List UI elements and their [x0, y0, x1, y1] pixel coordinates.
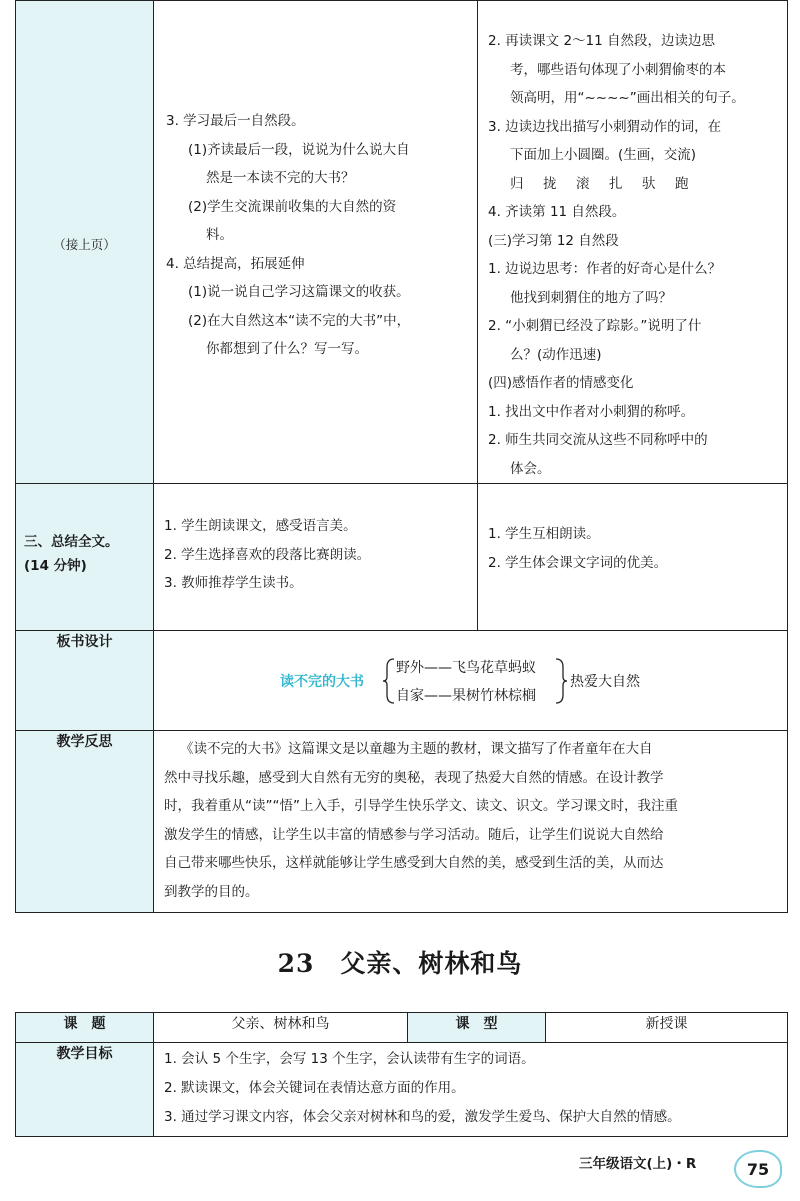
reflection-line: 然中寻找乐趣，感受到大自然有无穷的奥秘，表现了热爱大自然的情感。在设计教学 — [164, 769, 664, 786]
right-line: 考，哪些语句体现了小刺猬偷枣的本 — [510, 61, 726, 78]
board-branch-1: 野外——飞鸟花草蚂蚁 — [396, 660, 536, 676]
board-label-cell — [16, 631, 154, 731]
board-result: 热爱大自然 — [570, 674, 640, 690]
reflection-line: 《读不完的大书》这篇课文是以童趣为主题的教材，课文描写了作者童年在大自 — [180, 741, 653, 757]
type-value-cell — [546, 1013, 788, 1043]
action-word: 滚 — [576, 175, 590, 192]
board-design-cell — [154, 631, 788, 731]
summary-middle-line: 3. 教师推荐学生读书。 — [164, 575, 303, 591]
action-word: 拢 — [543, 175, 557, 192]
board-label: 板书设计 — [56, 634, 113, 650]
continued-label: （接上页） — [53, 237, 116, 252]
lesson-plan-table — [15, 0, 788, 913]
summary-teacher-cell — [154, 484, 478, 631]
goal-line: 2. 默读课文，体会关键词在表情达意方面的作用。 — [164, 1080, 465, 1096]
reflection-line: 激发学生的情感，让学生以丰富的情感参与学习活动。随后，让学生们说说大自然给 — [164, 826, 664, 843]
summary-student-cell — [478, 484, 788, 631]
summary-stage-title: 三、总结全文。 — [24, 534, 119, 550]
left-brace — [382, 657, 396, 705]
right-line: 么？(动作迅速) — [510, 346, 602, 363]
summary-right-line: 2. 学生体会课文字词的优美。 — [488, 554, 668, 571]
type-value: 新授课 — [645, 1016, 688, 1032]
lesson-info-table — [15, 1012, 788, 1137]
middle-line: 3. 学习最后一自然段。 — [166, 113, 305, 129]
reflection-line: 到教学的目的。 — [164, 883, 259, 900]
right-line: 下面加上小圆圈。(生画，交流) — [510, 147, 697, 163]
reflection-cell — [154, 731, 788, 913]
middle-line: (1)说一说自己学习这篇课文的收获。 — [188, 284, 410, 300]
goal-line: 3. 通过学习课文内容，体会父亲对树林和鸟的爱，激发学生爱鸟、保护大自然的情感。 — [164, 1109, 681, 1125]
right-line: 2. “小刺猬已经没了踪影。”说明了什 — [488, 318, 702, 334]
goals-label: 教学目标 — [56, 1046, 113, 1062]
right-line: 1. 找出文中作者对小刺猬的称呼。 — [488, 403, 695, 420]
board-branch-2: 自家——果树竹林棕榈 — [396, 688, 536, 704]
lesson-title: 23 父亲、树林和鸟 — [277, 949, 523, 978]
right-line: 2. 再读课文 2～11 自然段，边读边思 — [488, 33, 716, 49]
right-line: 3. 边读边找出描写小刺猬动作的词，在 — [488, 118, 722, 135]
stage-label-cell — [16, 1, 154, 484]
summary-middle-line: 2. 学生选择喜欢的段落比赛朗读。 — [164, 546, 371, 563]
action-word: 驮 — [642, 175, 656, 192]
action-word: 归 — [510, 175, 524, 192]
reflection-line: 自己带来哪些快乐，这样就能够让学生感受到大自然的美，感受到生活的美，从而达 — [164, 855, 664, 872]
right-line: 体会。 — [510, 460, 551, 477]
right-line: 4. 齐读第 11 自然段。 — [488, 204, 626, 220]
right-line: 1. 边说边思考：作者的好奇心是什么？ — [488, 261, 722, 277]
middle-line: 料。 — [206, 227, 233, 243]
student-activity-cell — [478, 1, 788, 484]
right-line: (四)感悟作者的情感变化 — [488, 375, 634, 391]
action-word: 扎 — [609, 175, 623, 192]
summary-middle-line: 1. 学生朗读课文，感受语言美。 — [164, 518, 357, 534]
page-number: 75 — [746, 1159, 770, 1179]
middle-line: 你都想到了什么？写一写。 — [206, 341, 368, 357]
summary-label-cell — [16, 484, 154, 631]
topic-label: 课 题 — [63, 1016, 106, 1032]
right-brace — [554, 657, 568, 705]
right-line: 他找到刺猬住的地方了吗？ — [510, 289, 672, 306]
page-number-badge — [734, 1150, 782, 1188]
action-words — [488, 170, 745, 199]
board-center-text: 读不完的大书 — [280, 674, 364, 690]
goals-cell — [154, 1043, 788, 1137]
reflection-line: 时，我着重从“读”“悟”上入手，引导学生快乐学文、读文、识文。学习课文时，我注重 — [164, 798, 678, 815]
teacher-activity-cell — [154, 1, 478, 484]
goals-label-cell — [16, 1043, 154, 1137]
middle-line: (1)齐读最后一段，说说为什么说大自 — [188, 141, 410, 158]
summary-stage-time: (14 分钟) — [24, 558, 87, 574]
reflection-label: 教学反思 — [56, 734, 113, 750]
book-info: 三年级语文(上)・R — [579, 1156, 697, 1172]
type-label-cell — [408, 1013, 546, 1043]
right-line: 2. 师生共同交流从这些不同称呼中的 — [488, 432, 708, 448]
summary-right-line: 1. 学生互相朗读。 — [488, 526, 600, 542]
type-label: 课 型 — [455, 1016, 498, 1032]
middle-line: 4. 总结提高，拓展延伸 — [166, 255, 305, 272]
topic-label-cell — [16, 1013, 154, 1043]
right-line: 领高明，用“~~~~”画出相关的句子。 — [510, 90, 745, 106]
topic-value: 父亲、树林和鸟 — [231, 1016, 330, 1032]
reflection-label-cell — [16, 731, 154, 913]
middle-line: 然是一本读不完的大书？ — [206, 170, 355, 186]
middle-line: (2)在大自然这本“读不完的大书”中， — [188, 312, 411, 329]
goal-line: 1. 会认 5 个生字，会写 13 个生字，会认读带有生字的词语。 — [164, 1051, 535, 1067]
middle-line: (2)学生交流课前收集的大自然的资 — [188, 198, 397, 215]
action-word: 跑 — [675, 175, 689, 192]
topic-value-cell — [154, 1013, 408, 1043]
right-line: (三)学习第 12 自然段 — [488, 232, 619, 249]
